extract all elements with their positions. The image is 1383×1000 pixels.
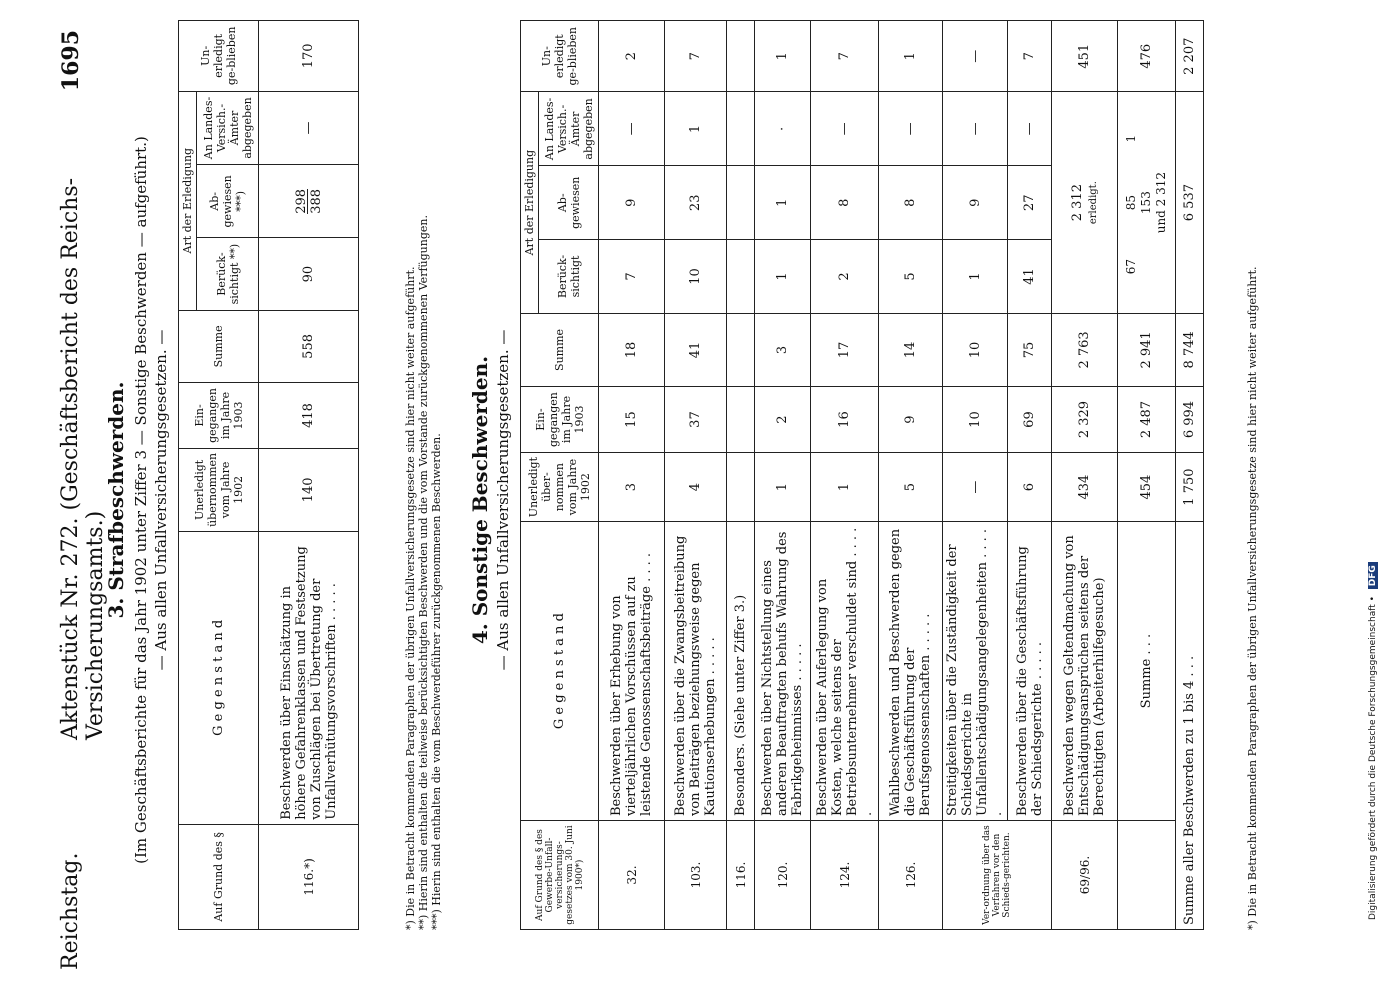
section4-table (520, 20, 1204, 930)
cell-geblieben: 2 (599, 21, 665, 92)
cell-abgewiesen: 9 (599, 166, 665, 240)
cell-eingegangen: 10 (943, 387, 1008, 453)
cell-eingegangen: 15 (599, 387, 665, 453)
cell-summe: 18 (599, 313, 665, 386)
cell-grund: 32. (599, 821, 665, 930)
col-beruecksichtigt: Berück-sichtigt **) (197, 238, 259, 310)
col-unerledigt: Unerledigt übernommen vom Jahre 1902 (179, 448, 259, 531)
cell-gegenstand: Streitigkeiten über die Zuständigkeit der Schiedsgerichte in Unfallentschädigungsangelegenheiten . . . . . (943, 522, 1008, 821)
cell-grund: 124. (811, 821, 879, 930)
cell-unerledigt: 1 (811, 453, 879, 522)
table-row (811, 21, 879, 930)
cell-gegenstand: Beschwerden wegen Geltendmachung von Entschädigungsansprüchen seitens der Berechtigten (Arbeiterhilfegesuche) (1052, 522, 1118, 821)
cell-landes: — (259, 91, 359, 165)
abgewiesen-value: 298 (293, 188, 309, 214)
table-row (727, 21, 755, 930)
dfg-logo: DFG (1368, 562, 1378, 589)
summe-eingegangen: 2 487 (1118, 387, 1176, 453)
summe-sub1: 153 (1139, 191, 1153, 215)
summe-empty-cell (1118, 821, 1176, 930)
total-label: Summe aller Beschwerden zu 1 bis 4 . . . (1176, 522, 1204, 930)
cell-eingegangen: 418 (259, 383, 359, 449)
cell-grund: 116.*) (259, 824, 359, 929)
section3-subtitle2: — Aus allen Unfallversicherungsgesetzen. — (152, 329, 170, 671)
col-gegenstand: G e g e n s t a n d (521, 522, 599, 821)
table-row (943, 21, 1008, 930)
summe-abgewiesen: 85 (1124, 194, 1138, 211)
summe-label: Summe . . . (1118, 522, 1176, 821)
total-summe: 8 744 (1176, 313, 1204, 386)
cell-abgewiesen: 8 (879, 166, 943, 240)
table-row (1052, 21, 1118, 930)
total-unerledigt: 1 750 (1176, 453, 1204, 522)
cell-summe: 558 (259, 310, 359, 382)
col-landes: An Landes-Versich.-Ämter abgegeben (539, 92, 599, 166)
col-unerledigt: Unerledigt über-nommen vom Jahre 1902 (521, 453, 599, 522)
cell-gegenstand: Wahlbeschwerden und Beschwerden gegen die Geschäftsführung der Berufsgenossenschaften . . . . . (879, 522, 943, 821)
col-art: Art der Erledigung (179, 91, 197, 310)
total-eingegangen: 6 994 (1176, 387, 1204, 453)
cell-gegenstand: Beschwerden über Auferlegung von Kosten, welche seitens der Betriebsunternehmer verschuldet sind . . . . . (811, 522, 879, 821)
cell-summe: 17 (811, 313, 879, 386)
col-landes: An Landes-Versich.-Ämter abgegeben (197, 91, 259, 165)
cell-summe: 75 (1008, 313, 1052, 386)
col-abgewiesen: Ab-gewiesen ***) (197, 165, 259, 238)
cell-landes: — (811, 92, 879, 166)
total-row (1176, 21, 1204, 930)
page-header (58, 30, 108, 970)
cell-grund: 103. (665, 821, 727, 930)
cell-beruecksichtigt: 5 (879, 240, 943, 314)
summe-sub2: und 2 312 (1154, 171, 1168, 234)
section4-subtitle: — Aus allen Unfallversicherungsgesetzen. — (494, 329, 512, 671)
cell-beruecksichtigt (727, 240, 755, 314)
cell-grund: 69/96. (1052, 821, 1118, 930)
cell-gegenstand: Beschwerden über die Geschäftsführung der Schiedsgerichte . . . . . (1008, 522, 1052, 821)
table-row (879, 21, 943, 930)
cell-summe: 14 (879, 313, 943, 386)
cell-landes: · (755, 92, 811, 166)
col-geblieben: Un-erledigt ge-blieben (521, 21, 599, 92)
cell-geblieben: 7 (811, 21, 879, 92)
col-eingegangen: Ein-gegangen im Jahre 1903 (179, 383, 259, 449)
summe-beruecksichtigt: 67 (1124, 258, 1138, 275)
cell-eingegangen: 69 (1008, 387, 1052, 453)
section3-subtitle1: (Im Geschäftsberichte für das Jahr 1902 unter Ziffer 3 — Sonstige Beschwerden — aufgeführt.) (132, 136, 150, 864)
cell-abgewiesen: 1 (755, 166, 811, 240)
cell-geblieben: 7 (1008, 21, 1052, 92)
cell-abgewiesen: 27 (1008, 166, 1052, 240)
cell-beruecksichtigt: 2 (811, 240, 879, 314)
cell-summe: 41 (665, 313, 727, 386)
cell-beruecksichtigt: 90 (259, 238, 359, 310)
cell-geblieben: 1 (879, 21, 943, 92)
cell-summe: 3 (755, 313, 811, 386)
cell-unerledigt: 434 (1052, 453, 1118, 522)
header-center: Aktenstück Nr. 272. (Geschäftsbericht des Reichs-Versicherungsamts.) (58, 177, 108, 740)
cell-unerledigt: — (943, 453, 1008, 522)
cell-abgewiesen: 23 (665, 166, 727, 240)
total-erledigt: 6 537 (1176, 92, 1204, 313)
cell-eingegangen: 2 (755, 387, 811, 453)
table-row (665, 21, 727, 930)
footnote: ***) Hierin sind enthalten die vom Beschwerdeführer zurückgenommenen Beschwerden. (430, 433, 443, 930)
erledigt-value: 2 312 (1069, 184, 1085, 222)
cell-grund: 116. (727, 821, 755, 930)
cell-beruecksichtigt: 41 (1008, 240, 1052, 314)
cell-summe (727, 313, 755, 386)
cell-landes: — (599, 92, 665, 166)
cell-unerledigt: 3 (599, 453, 665, 522)
cell-geblieben: 7 (665, 21, 727, 92)
cell-abgewiesen (259, 165, 359, 238)
col-summe: Summe (179, 310, 259, 382)
cell-unerledigt: 5 (879, 453, 943, 522)
cell-landes: — (879, 92, 943, 166)
dfg-note (1368, 562, 1378, 920)
cell-eingegangen: 37 (665, 387, 727, 453)
header-left: Reichstag. (58, 852, 83, 970)
total-geblieben: 2 207 (1176, 21, 1204, 92)
col-summe: Summe (521, 313, 599, 386)
col-beruecksichtigt: Berück-sichtigt (539, 240, 599, 314)
cell-geblieben: 1 (755, 21, 811, 92)
cell-beruecksichtigt: 1 (755, 240, 811, 314)
table-row (259, 21, 359, 930)
cell-unerledigt: 4 (665, 453, 727, 522)
section3-footnotes (404, 20, 443, 930)
col-abgewiesen: Ab-gewiesen (539, 166, 599, 240)
dfg-note-text: Digitalisierung gefördert durch die Deutsche Forschungsgemeinschaft • (1368, 596, 1378, 920)
col-grund: Auf Grund des § (179, 824, 259, 929)
cell-beruecksichtigt: 10 (665, 240, 727, 314)
cell-eingegangen: 16 (811, 387, 879, 453)
cell-grund: 120. (755, 821, 811, 930)
cell-gegenstand: Beschwerden über Einschätzung in höhere Gefahrenklassen und Festsetzung von Zuschlägen bei Übertretung der Unfallverhütungsvorschriften . . . . . (259, 531, 359, 824)
cell-beruecksichtigt: 1 (943, 240, 1008, 314)
footnote: *) Die in Betracht kommenden Paragraphen der übrigen Unfallversicherungsgesetze sind hier nicht weiter aufgeführt. (404, 266, 417, 930)
cell-landes: — (943, 92, 1008, 166)
cell-eingegangen (727, 387, 755, 453)
cell-abgewiesen: 8 (811, 166, 879, 240)
col-eingegangen: Ein-gegangen im Jahre 1903 (521, 387, 599, 453)
section3-table (178, 20, 359, 930)
cell-geblieben: 451 (1052, 21, 1118, 92)
summe-summe: 2 941 (1118, 313, 1176, 386)
cell-gegenstand: Beschwerden über Nichtstellung eines anderen Beauftragten behufs Wahrung des Fabrikgeheimnisses . . . . . (755, 522, 811, 821)
cell-geblieben: — (943, 21, 1008, 92)
cell-summe: 2 763 (1052, 313, 1118, 386)
cell-landes: 1 (665, 92, 727, 166)
cell-eingegangen: 9 (879, 387, 943, 453)
col-art: Art der Erledigung (521, 92, 539, 313)
cell-erledigt-combined (1052, 92, 1118, 313)
cell-landes (727, 92, 755, 166)
cell-abgewiesen: 9 (943, 166, 1008, 240)
col-geblieben: Un-erledigt ge-blieben (179, 21, 259, 92)
cell-gegenstand: Besonders. (Siehe unter Ziffer 3.) (727, 522, 755, 821)
cell-unerledigt (727, 453, 755, 522)
summe-geblieben: 476 (1118, 21, 1176, 92)
page-number: 1695 (58, 30, 84, 92)
cell-unerledigt: 140 (259, 448, 359, 531)
combined-value: 388 (308, 188, 324, 214)
table-row (599, 21, 665, 930)
section4-footnote: *) Die in Betracht kommenden Paragraphen der übrigen Unfallversicherungsgesetze sind hier nicht weiter aufgeführt. (1246, 266, 1259, 930)
section3-title: 3. Strafbeschwerden. (104, 381, 128, 619)
cell-gegenstand: Beschwerden über die Zwangsbeitreibung von Beiträgen beziehungsweise gegen Kautionserhebungen . . . . . (665, 522, 727, 821)
footnote: **) Hierin sind enthalten die teilweise berücksichtigten Beschwerden und die vom Vorstande zurückgenommenen Verfügungen. (417, 215, 430, 930)
cell-unerledigt: 1 (755, 453, 811, 522)
cell-geblieben: 170 (259, 21, 359, 92)
col-grund: Auf Grund des § des Gewerbe-Unfall-versicherungs-gesetzes vom 30. Juni 1900*) (521, 821, 599, 930)
summe-landes: 1 (1124, 134, 1138, 143)
cell-grund: Ver-ordnung über das Verfahren vor den Schieds-gerichten. (943, 821, 1052, 930)
cell-beruecksichtigt: 7 (599, 240, 665, 314)
table-row (1008, 21, 1052, 930)
cell-summe: 10 (943, 313, 1008, 386)
table-row (755, 21, 811, 930)
summe-unerledigt: 454 (1118, 453, 1176, 522)
cell-abgewiesen (727, 166, 755, 240)
cell-landes: — (1008, 92, 1052, 166)
cell-gegenstand: Beschwerden über Erhebung von vierteljährlichen Vorschüssen auf zu leistende Genossenschaftsbeiträge . . . . (599, 522, 665, 821)
erledigt-note: erledigt. (1087, 181, 1099, 225)
section4-title: 4. Sonstige Beschwerden. (468, 355, 492, 645)
cell-unerledigt: 6 (1008, 453, 1052, 522)
cell-eingegangen: 2 329 (1052, 387, 1118, 453)
summe-erledigt (1118, 92, 1176, 313)
cell-grund: 126. (879, 821, 943, 930)
cell-geblieben (727, 21, 755, 92)
col-gegenstand: G e g e n s t a n d (179, 531, 259, 824)
summe-row (1118, 21, 1176, 930)
